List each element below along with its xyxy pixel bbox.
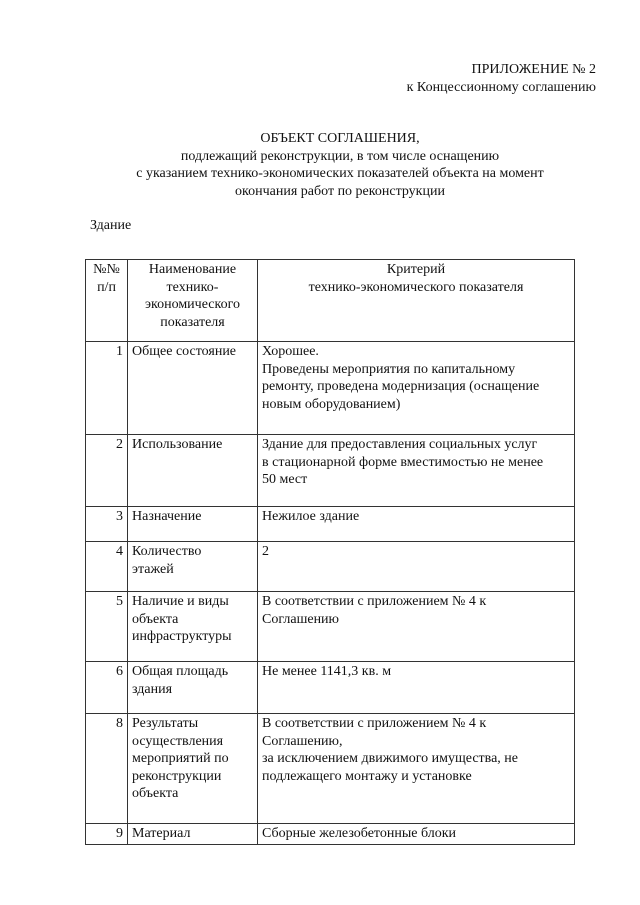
indicator-criteria: [258, 542, 575, 592]
header-name-line: Наименование: [148, 262, 237, 277]
indicator-name-line: Материал: [132, 826, 191, 841]
indicators-table: [85, 259, 575, 845]
indicator-criteria-line: в стационарной форме вместимостью не менее: [262, 454, 544, 470]
indicator-name: [128, 592, 258, 662]
indicator-criteria: [258, 824, 575, 845]
appendix-subtitle: к Концессионному соглашению: [406, 79, 596, 95]
indicator-criteria-line: Нежилое здание: [262, 509, 360, 524]
table-row: [86, 824, 575, 845]
indicator-criteria-line: за исключением движимого имущества, не: [262, 751, 518, 766]
row-number: 1: [86, 342, 128, 435]
indicator-name-line: Назначение: [132, 509, 202, 524]
table-row: [86, 507, 575, 542]
indicator-name-line: объекта: [132, 611, 179, 627]
indicator-criteria-line: подлежащего монтажу и установке: [262, 768, 472, 784]
row-number: 9: [86, 824, 128, 845]
heading-line: подлежащий реконструкции, в том числе оснащению: [180, 148, 500, 164]
indicator-criteria-line: Здание для предоставления социальных услуг: [262, 437, 538, 452]
heading-line: окончания работ по реконструкции: [235, 183, 445, 199]
table-row: [86, 342, 575, 435]
indicator-criteria-line: Проведены мероприятия по капитальному: [262, 361, 516, 377]
header-name-line: экономического: [145, 297, 240, 312]
indicator-name-line: Наличие и виды: [132, 594, 229, 609]
indicator-criteria-line: В соответствии с приложением № 4 к: [262, 594, 487, 609]
indicator-criteria-line: Сборные железобетонные блоки: [262, 826, 457, 841]
indicator-name-line: этажей: [132, 561, 174, 577]
indicator-criteria-line: Не менее 1141,3 кв. м: [262, 664, 392, 679]
indicator-name: [128, 714, 258, 824]
appendix-title: ПРИЛОЖЕНИЕ № 2: [471, 62, 596, 77]
header-name: [128, 260, 258, 342]
heading-line: с указанием технико-экономических показателей объекта на момент: [136, 166, 544, 181]
indicator-name-line: реконструкции: [132, 768, 222, 784]
row-number: 3: [86, 507, 128, 542]
indicator-criteria-line: Соглашению: [262, 611, 340, 627]
indicator-name-line: здания: [132, 681, 173, 697]
header-name-line: технико-: [166, 279, 219, 295]
row-number: 8: [86, 714, 128, 824]
indicator-criteria: [258, 342, 575, 435]
appendix-header: [407, 61, 596, 96]
indicator-criteria: [258, 507, 575, 542]
indicator-name-line: инфраструктуры: [132, 629, 232, 644]
row-number: 4: [86, 542, 128, 592]
indicator-name-line: Использование: [132, 437, 223, 452]
indicator-criteria-line: Соглашению,: [262, 733, 343, 749]
header-num-line: №№: [93, 262, 120, 277]
header-criteria-line: Критерий: [386, 262, 446, 277]
indicator-name-line: осуществления: [132, 733, 224, 749]
indicator-criteria: [258, 662, 575, 714]
indicator-criteria-line: Хорошее.: [262, 344, 319, 359]
indicator-name-line: мероприятий по: [132, 751, 229, 766]
row-number: 5: [86, 592, 128, 662]
indicator-name-line: Количество: [132, 544, 202, 559]
indicator-criteria: [258, 714, 575, 824]
row-number: 6: [86, 662, 128, 714]
indicator-name: [128, 342, 258, 435]
indicator-criteria-line: ремонту, проведена модернизация (оснащение: [262, 379, 540, 394]
indicator-name-line: Общее состояние: [132, 344, 237, 359]
indicator-criteria-line: В соответствии с приложением № 4 к: [262, 716, 487, 731]
header-num: [86, 260, 128, 342]
heading-line: ОБЪЕКТ СОГЛАШЕНИЯ,: [260, 131, 420, 146]
indicator-name-line: объекта: [132, 786, 179, 801]
indicator-name-line: Общая площадь: [132, 664, 229, 679]
table-row: [86, 714, 575, 824]
row-number: 2: [86, 435, 128, 507]
indicator-criteria-line: новым оборудованием): [262, 396, 401, 412]
indicator-name: [128, 824, 258, 845]
indicator-criteria: [258, 435, 575, 507]
table-row: [86, 592, 575, 662]
indicator-criteria-line: 50 мест: [262, 472, 308, 487]
header-name-line: показателя: [160, 314, 225, 330]
header-criteria-line: технико-экономического показателя: [308, 279, 524, 295]
indicator-name: [128, 507, 258, 542]
indicator-name: [128, 435, 258, 507]
section-label: Здание: [90, 218, 132, 233]
indicator-name: [128, 662, 258, 714]
header-criteria: [258, 260, 575, 342]
table-row: [86, 435, 575, 507]
table-header-row: [86, 260, 575, 342]
indicator-name-line: Результаты: [132, 716, 199, 731]
document-heading: [70, 130, 610, 200]
header-num-line: п/п: [97, 279, 116, 295]
indicator-criteria: [258, 592, 575, 662]
table-row: [86, 542, 575, 592]
table-row: [86, 662, 575, 714]
indicator-criteria-line: 2: [262, 544, 269, 559]
indicator-name: [128, 542, 258, 592]
